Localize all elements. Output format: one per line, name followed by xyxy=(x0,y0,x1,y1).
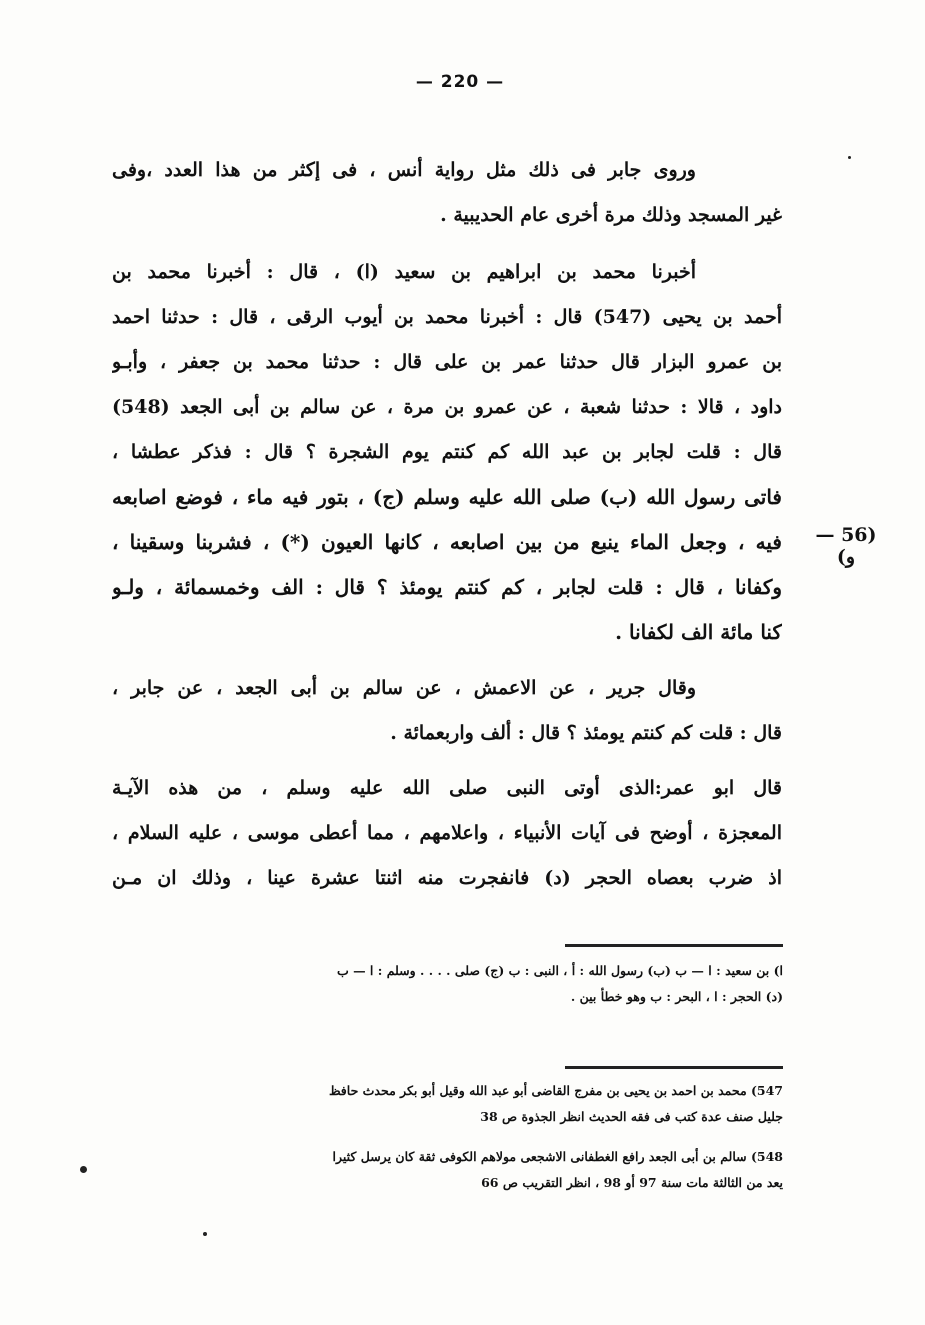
scan-speck xyxy=(80,1166,87,1173)
footnote-547 xyxy=(110,1078,783,1130)
text-line: وروى جابر فى ذلك مثل رواية أنس ، فى إكثر من هذا العدد ،وفى xyxy=(112,159,696,181)
paragraph-2 xyxy=(112,250,782,655)
footnote-divider xyxy=(565,1066,783,1069)
footnote-548 xyxy=(110,1144,783,1196)
text-line: قال : قلت كم كنتم يومئذ ؟ قال : ألف واربعمائة . xyxy=(390,722,782,744)
text-line: المعجزة ، أوضح فى آيات الأنبياء ، واعلامهم ، مما أعطى موسى ، عليه السلام ، xyxy=(112,822,782,844)
variant-notes xyxy=(110,958,783,1010)
footnotes xyxy=(110,1078,783,1210)
scan-speck xyxy=(203,1232,207,1236)
page-number: — 220 — xyxy=(415,72,505,92)
text-line: أخبرنا محمد بن ابراهيم بن سعيد (ا) ، قال : أخبرنا محمد بن xyxy=(112,261,696,283)
variant-note-line: ا) بن سعيد : ا — ب (ب) رسول الله : أ ، النبى : ب (ج) صلى . . . . وسلم : ا — ب xyxy=(336,963,783,978)
text-line: فيه ، وجعل الماء ينبع من بين اصابعه ، كانها العيون (*) ، فشربنا وسقينا ، xyxy=(112,530,782,554)
footnote-line: جليل صنف عدة كتب فى فقه الحديث انظر الجذوة ص 38 xyxy=(480,1109,783,1124)
paragraph-1 xyxy=(112,148,782,238)
text-line: قال : قلت لجابر بن عبد الله كم كنتم يوم الشجرة ؟ قال : فذكر عطشا ، xyxy=(112,441,782,463)
text-line: أحمد بن يحيى (547) قال : أخبرنا محمد بن أيوب الرقى ، قال : حدثنا احمد xyxy=(112,306,782,328)
footnote-divider xyxy=(565,944,783,947)
text-line: كنا مائة الف لكفانا . xyxy=(615,620,782,644)
text-line: فاتى رسول الله (ب) صلى الله عليه وسلم (ج) ، بتور فيه ماء ، فوضع اصابعه xyxy=(112,485,782,509)
text-line: وكفانا ، قال : قلت لجابر ، كم كنتم يومئذ ؟ قال : الف وخمسمائة ، ولـو xyxy=(112,575,782,599)
text-line: بن عمرو البزار قال حدثنا عمر بن على قال : حدثنا محمد بن جعفر ، وأبـو xyxy=(112,351,782,373)
variant-note-line: (د) الحجر : ا ، البحر : ب وهو خطأ بين . xyxy=(570,989,783,1004)
footnote-line: يعد من الثالثة مات سنة 97 أو 98 ، انظر التقريب ص 66 xyxy=(481,1175,783,1190)
text-line: قال ابو عمر:الذى أوتى النبى صلى الله عليه وسلم ، من هذه الآيـة xyxy=(112,777,782,799)
text-line: داود ، قالا : حدثنا شعبة ، عن عمرو بن مرة ، عن سالم بن أبى الجعد (548) xyxy=(112,396,782,418)
footnote-line: 547) محمد بن احمد بن يحيى بن مفرج القاضى أبو عبد الله وقيل أبو بكر محدث حافظ xyxy=(328,1083,783,1098)
margin-note: (56 — و) xyxy=(815,524,877,568)
scan-speck xyxy=(848,156,851,159)
paragraph-4 xyxy=(112,766,782,901)
text-line: وقال جرير ، عن الاعمش ، عن سالم بن أبى الجعد ، عن جابر ، xyxy=(112,677,696,699)
footnote-line: 548) سالم بن أبى الجعد رافع الغطفانى الاشجعى مولاهم الكوفى ثقة كان يرسل كثيرا xyxy=(332,1149,783,1164)
text-line: اذ ضرب بعصاه الحجر (د) فانفجرت منه اثنتا عشرة عينا ، وذلك ان مـن xyxy=(112,867,782,889)
paragraph-3 xyxy=(112,666,782,756)
text-line: غير المسجد وذلك مرة أخرى عام الحديبية . xyxy=(440,204,782,226)
